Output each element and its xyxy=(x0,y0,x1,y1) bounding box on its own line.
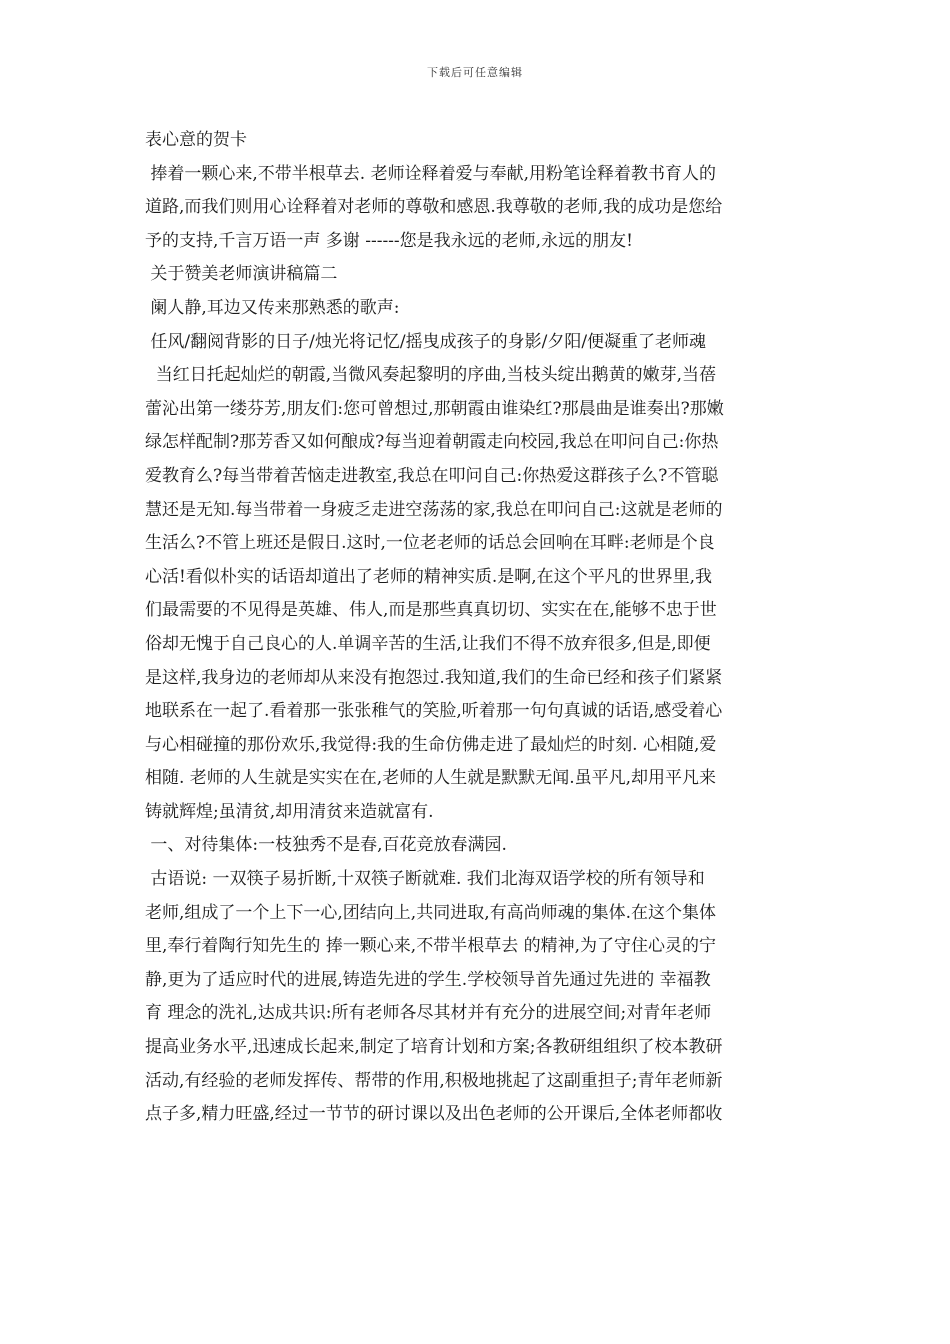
text-line: 古语说: 一双筷子易折断,十双筷子断就难. 我们北海双语学校的所有领导和 xyxy=(145,869,705,890)
text-line: 俗却无愧于自己良心的人.单调辛苦的生活,让我们不得不放弃很多,但是,即便 xyxy=(145,633,711,654)
text-line: 任风/翻阅背影的日子/烛光将记忆/摇曳成孩子的身影/夕阳/便凝重了老师魂 xyxy=(145,331,707,352)
page-header: 下载后可任意编辑 xyxy=(427,66,523,79)
text-line: 阑人静,耳边又传来那熟悉的歌声: xyxy=(145,297,400,318)
text-line: 予的支持,千言万语一声 多谢 ------您是我永远的老师,永远的朋友! xyxy=(145,230,633,251)
text-line: 与心相碰撞的那份欢乐,我觉得:我的生命仿佛走进了最灿烂的时刻. 心相随,爱 xyxy=(145,734,717,755)
text-line: 铸就辉煌;虽清贫,却用清贫来造就富有. xyxy=(145,801,434,822)
text-line: 心活!看似朴实的话语却道出了老师的精神实质.是啊,在这个平凡的世界里,我 xyxy=(145,566,713,587)
document-body xyxy=(145,124,813,1132)
text-line: 道路,而我们则用心诠释着对老师的尊敬和感恩.我尊敬的老师,我的成功是您给 xyxy=(145,197,723,218)
text-line: 生活么?不管上班还是假日.这时,一位老老师的话总会回响在耳畔:老师是个良 xyxy=(145,533,715,554)
text-line: 慧还是无知.每当带着一身疲乏走进空荡荡的家,我总在叩问自己:这就是老师的 xyxy=(145,499,723,520)
text-line: 捧着一颗心来,不带半根草去. 老师诠释着爱与奉献,用粉笔诠释着教书育人的 xyxy=(145,163,717,184)
text-line: 爱教育么?每当带着苦恼走进教室,我总在叩问自己:你热爱这群孩子么?不管聪 xyxy=(145,465,719,486)
text-line: 老师,组成了一个上下一心,团结向上,共同进取,有高尚师魂的集体.在这个集体 xyxy=(145,902,717,923)
text-line: 们最需要的不见得是英雄、伟人,而是那些真真切切、实实在在,能够不忠于世 xyxy=(145,600,717,621)
text-line: 绿怎样配制?那芳香又如何酿成?每当迎着朝霞走向校园,我总在叩问自己:你热 xyxy=(145,432,719,453)
text-line: 点子多,精力旺盛,经过一节节的研讨课以及出色老师的公开课后,全体老师都收 xyxy=(145,1104,723,1125)
text-line: 静,更为了适应时代的进展,铸造先进的学生.学校领导首先通过先进的 幸福教 xyxy=(145,969,711,990)
text-line: 表心意的贺卡 xyxy=(145,130,247,150)
text-line: 活动,有经验的老师发挥传、帮带的作用,积极地挑起了这副重担子;青年老师新 xyxy=(145,1070,723,1091)
text-line: 提高业务水平,迅速成长起来,制定了培育计划和方案;各教研组组织了校本教研 xyxy=(145,1037,723,1058)
text-line: 是这样,我身边的老师却从来没有抱怨过.我知道,我们的生命已经和孩子们紧紧 xyxy=(145,667,723,688)
text-line: 当红日托起灿烂的朝霞,当微风奏起黎明的序曲,当枝头绽出鹅黄的嫩芽,当蓓 xyxy=(145,365,717,386)
text-line: 育 理念的洗礼,达成共识:所有老师各尽其材并有充分的进展空间;对青年老师 xyxy=(145,1003,712,1024)
text-line: 一、对待集体:一枝独秀不是春,百花竞放春满园. xyxy=(145,835,507,856)
text-line: 里,奉行着陶行知先生的 捧一颗心来,不带半根草去 的精神,为了守住心灵的宁 xyxy=(145,936,717,957)
text-line: 关于赞美老师演讲稿篇二 xyxy=(145,264,338,285)
text-line: 地联系在一起了.看着那一张张稚气的笑脸,听着那一句句真诚的话语,感受着心 xyxy=(145,701,723,722)
text-line: 蕾沁出第一缕芬芳,朋友们:您可曾想过,那朝霞由谁染红?那晨曲是谁奏出?那嫩 xyxy=(145,398,724,419)
text-line: 相随. 老师的人生就是实实在在,老师的人生就是默默无闻.虽平凡,却用平凡来 xyxy=(145,768,717,789)
